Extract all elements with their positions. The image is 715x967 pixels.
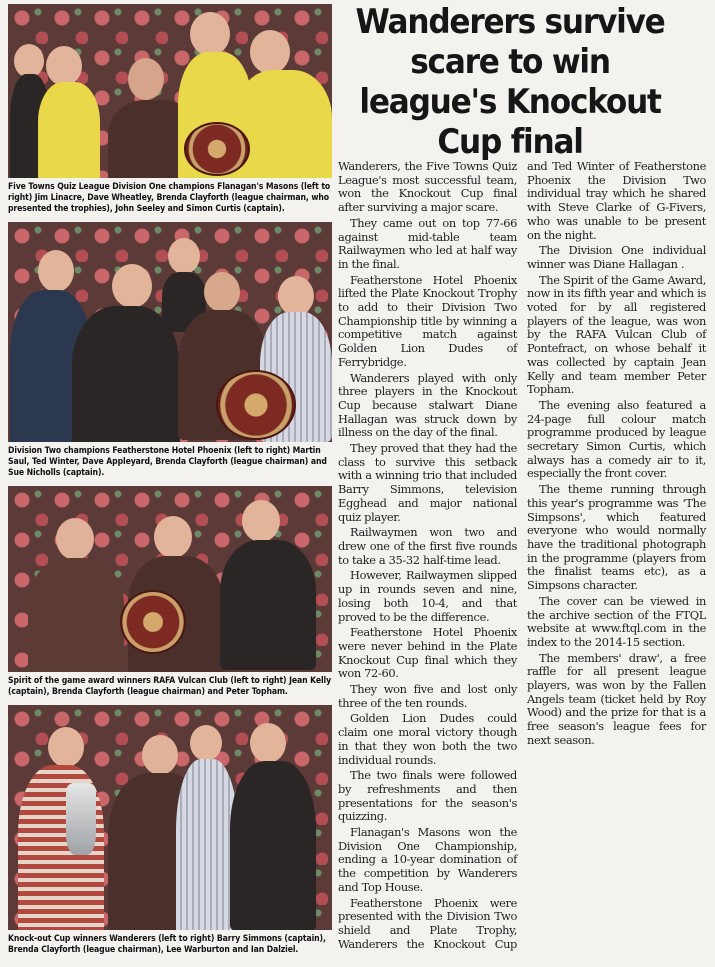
photo-block-spirit-award xyxy=(8,486,332,698)
article-paragraph: The Division One individual winner was Diane Hallagan . xyxy=(527,243,706,271)
photo-column xyxy=(8,4,332,963)
article-paragraph: The Spirit of the Game Award, now in its fifth year and which is voted for by all registered players of the league, was won by the RAFA Vulcan Club of Pontefract, on whose behalf it was collected by captain Jean Kelly and team member Peter Topham. xyxy=(527,272,706,397)
trophy-shield-icon xyxy=(216,370,296,440)
article-headline: Wanderers survive scare to win league's Knockout Cup final xyxy=(355,2,665,161)
photo-spirit-of-the-game-winners xyxy=(8,486,332,672)
article-paragraph: Featherstone Hotel Phoenix lifted the Plate Knockout Trophy to add to their Division Two Championship title by winning a competitive match against Golden Lion Dudes of Ferrybridge. xyxy=(338,272,517,369)
article-paragraph: They came out on top 77-66 against mid-table team Railwaymen who led at half way in the final. xyxy=(338,215,517,271)
article-paragraph: The evening also featured a 24-page full colour match programme produced by league secretary Simon Curtis, which always has a comedy air to it, especially the front cover. xyxy=(527,397,706,481)
article-paragraph: The cover can be viewed in the archive section of the FTQL website at www.ftql.com in the index to the 2014-15 section. xyxy=(527,593,706,649)
photo-caption: Knock-out Cup winners Wanderers (left to right) Barry Simmons (captain), Brenda Clayforth (league chairman), Lee Warburton and Ian Dalziel. xyxy=(8,934,326,955)
trophy-shield-icon xyxy=(184,122,250,176)
article-paragraph: Wanderers, the Five Towns Quiz League's most successful team, won the Knockout Cup final after surviving a major scare. xyxy=(338,159,517,215)
article-paragraph: Featherstone Phoenix were presented with the Division Two shield and Plate Trophy, Wanderers the Knockout Cup and Ted Winter of Featherstone Phoenix the Division Two individual tray which he shared with Steve Clarke of G-Fivers, who was unable to be present on the night. xyxy=(338,159,706,951)
article-paragraph: Railwaymen won two and drew one of the first five rounds to take a 35-32 half-time lead. xyxy=(338,525,517,567)
article-paragraph: Wanderers played with only three players in the Knockout Cup because stalwart Diane Hallagan was struck down by illness on the day of the final. xyxy=(338,370,517,440)
article-paragraph: The members' draw', a free raffle for all present league players, was won by the Fallen Angels team (ticket held by Roy Wood) and the prize for that is a free season's league fees for next season. xyxy=(527,650,706,747)
photo-caption: Division Two champions Featherstone Hotel Phoenix (left to right) Martin Saul, Ted Winter, Dave Appleyard, Brenda Clayforth (league chairman) and Sue Nicholls (captain). xyxy=(8,446,327,478)
photo-knockout-cup-winners xyxy=(8,705,332,930)
article-paragraph: The two finals were followed by refreshments and then presentations for the season's quizzing. xyxy=(338,768,517,824)
article-paragraph: The theme running through this year's programme was 'The Simpsons', which featured everyone who would normally have the traditional photograph in the programme (players from the finalist teams etc), as a Simpsons character. xyxy=(527,482,706,593)
article-paragraph: Golden Lion Dudes could claim one moral victory though in that they won both the two individual rounds. xyxy=(338,711,517,767)
trophy-cup-icon xyxy=(66,783,96,855)
photo-block-division-two xyxy=(8,222,332,479)
article-paragraph: They won five and lost only three of the ten rounds. xyxy=(338,682,517,710)
article-paragraph: Flanagan's Masons won the Division One Championship, ending a 10-year domination of the competition by Wanderers and Top House. xyxy=(338,825,517,894)
article-paragraph: They proved that they had the class to survive this setback with a winning trio that included Barry Simmons, television Egghead and major national quiz player. xyxy=(338,441,517,524)
photo-division-one-champions xyxy=(8,4,332,178)
article-paragraph: Featherstone Hotel Phoenix were never behind in the Plate Knockout Cup final which they won 72-60. xyxy=(338,625,517,681)
trophy-shield-icon xyxy=(120,590,186,654)
photo-caption: Spirit of the game award winners RAFA Vulcan Club (left to right) Jean Kelly (captain), Brenda Clayforth (league chairman) and Peter Topham. xyxy=(8,676,332,697)
photo-division-two-champions xyxy=(8,222,332,442)
article-body xyxy=(338,160,706,965)
photo-block-division-one xyxy=(8,4,332,215)
photo-block-knockout-cup xyxy=(8,705,332,956)
article-paragraph: However, Railwaymen slipped up in rounds seven and nine, losing both 10-4, and that proved to be the difference. xyxy=(338,568,517,624)
photo-caption: Five Towns Quiz League Division One champions Flanagan's Masons (left to right) Jim Linacre, Dave Wheatley, Brenda Clayforth (league chairman, who presented the trophies), John Seeley and Simon Curtis (captain). xyxy=(8,182,331,214)
